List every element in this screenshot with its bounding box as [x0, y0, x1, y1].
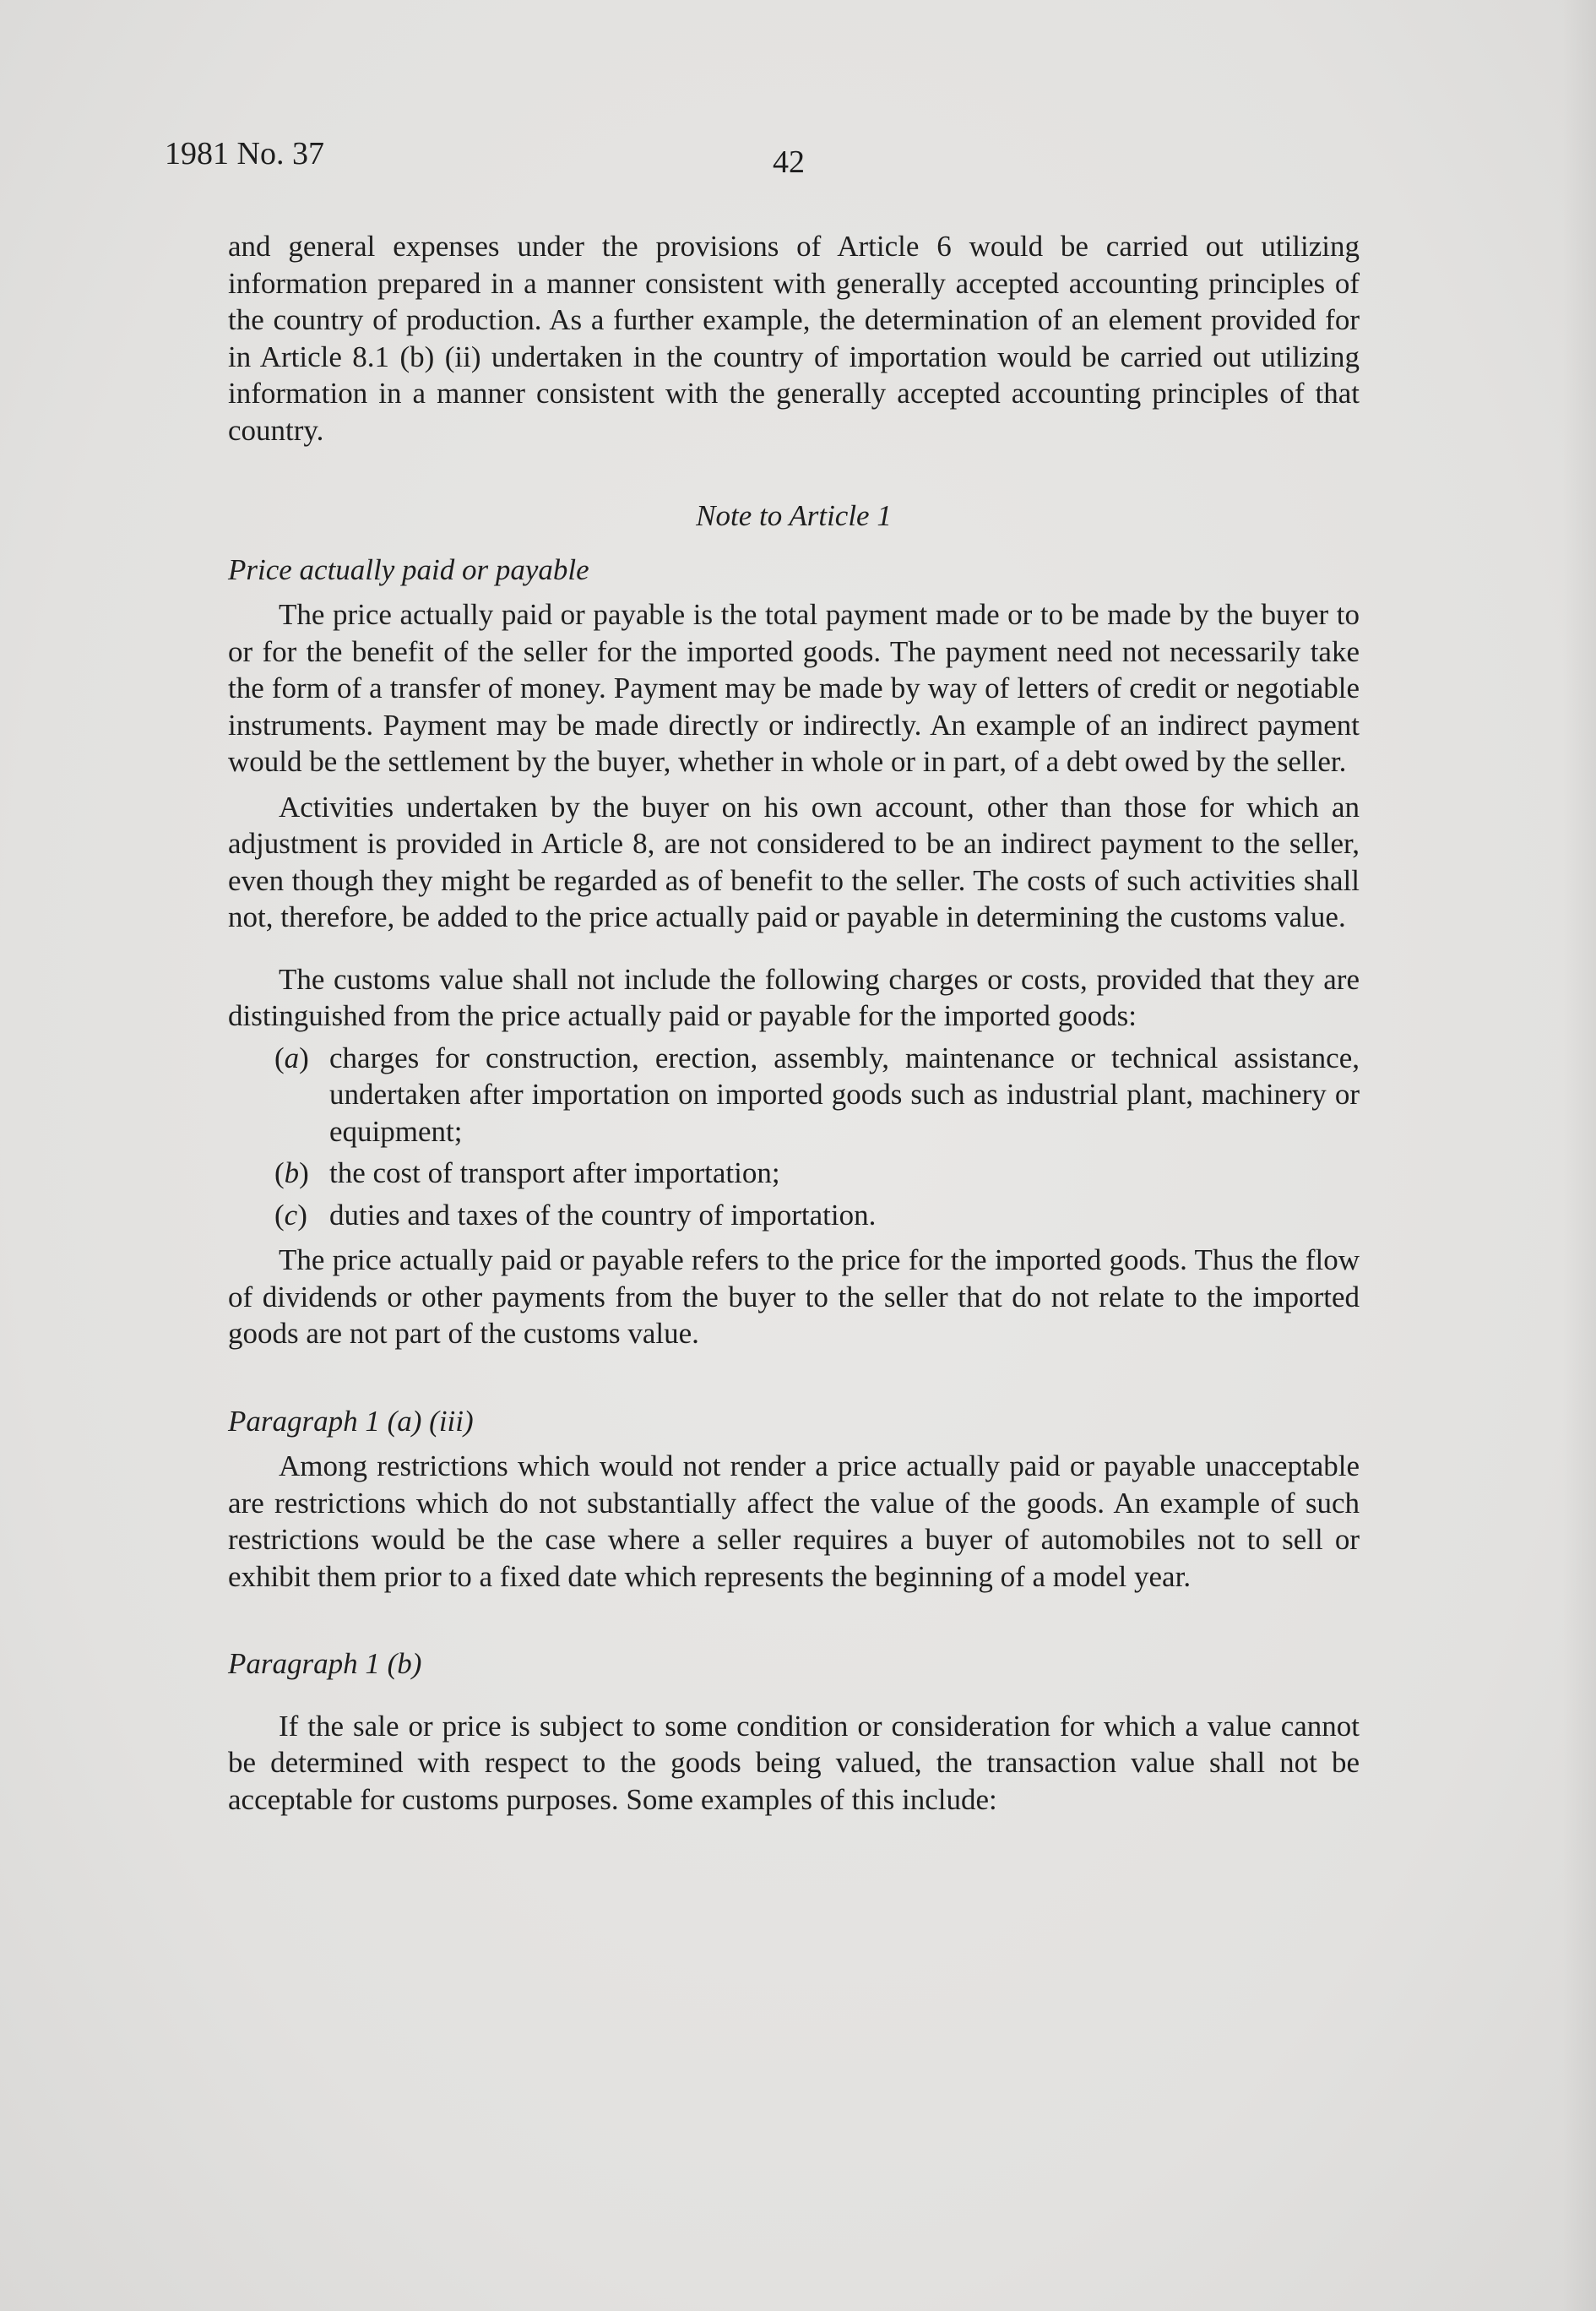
list-marker: (b) [274, 1156, 309, 1189]
list-item-text: the cost of transport after importation; [329, 1156, 780, 1189]
paragraph-1a-heading: Paragraph 1 (a) (iii) [228, 1404, 474, 1438]
page-header [165, 135, 1406, 186]
list-item-a [228, 1040, 1360, 1150]
list-marker: (a) [274, 1041, 309, 1074]
page-edge-shadow [1562, 0, 1596, 2311]
list-marker: (c) [274, 1198, 307, 1232]
note-title: Note to Article 1 [696, 499, 892, 532]
price-heading: Price actually paid or payable [228, 552, 589, 586]
continuation-paragraph: and general expenses under the provisions of Article 6 would be carried out utilizing information prepared in a manner consistent with generally accepted accounting principles of the country of production. As a further example, the determination of an element provided for in Article 8.1 (b) (ii) undertaken in the country of importation would be carried out utilizing information in a manner consistent with the generally accepted accounting principles of that country. [228, 230, 1360, 447]
body-text [228, 228, 1360, 1818]
price-paragraph-2: Activities undertaken by the buyer on his own account, other than those for which an adjustment is provided in Article 8, are not considered to be an indirect payment to the seller, even though they might be regarded as of benefit to the seller. The costs of such activities shall not, therefore, be added to the price actually paid or payable in determining the customs value. [228, 790, 1360, 933]
page-number: 42 [773, 144, 805, 180]
paragraph-1b-text: If the sale or price is subject to some condition or consideration for which a value cannot be determined with respect to the goods being valued, the transaction value shall not be acceptable for customs purposes. Some examples of this include: [228, 1709, 1360, 1816]
price-paragraph-3: The customs value shall not include the following charges or costs, provided that they are distinguished from the price actually paid or payable for the imported goods: [228, 962, 1360, 1032]
list-item-text: duties and taxes of the country of importation. [329, 1198, 877, 1232]
statute-reference: 1981 No. 37 [165, 136, 324, 171]
price-paragraph-1: The price actually paid or payable is the total payment made or to be made by the buyer to or for the benefit of the seller for the imported goods. The payment need not necessarily take the form of a transfer of money. Payment may be made by way of letters of credit or negotiable instruments. Payment may be made directly or indirectly. An example of an indirect payment would be the settlement by the buyer, whether in whole or in part, of a debt owed by the seller. [228, 598, 1360, 778]
list-item-b [228, 1155, 1360, 1192]
price-paragraph-4: The price actually paid or payable refers to the price for the imported goods. Thus the flow of dividends or other payments from the buyer to the seller that do not relate to the imported goods are not part of the customs value. [228, 1243, 1360, 1350]
list-item-text: charges for construction, erection, assembly, maintenance or technical assistance, undertaken after importation on imported goods such as industrial plant, machinery or equipment; [329, 1041, 1360, 1148]
paragraph-1b-heading: Paragraph 1 (b) [228, 1647, 422, 1680]
paragraph-1a-text: Among restrictions which would not render a price actually paid or payable unacceptable are restrictions which do not substantially affect the value of the goods. An example of such restrictions would be the case where a seller requires a buyer of automobiles not to sell or exhibit them prior to a fixed date which represents the beginning of a model year. [228, 1449, 1360, 1593]
list-item-c [228, 1197, 1360, 1234]
